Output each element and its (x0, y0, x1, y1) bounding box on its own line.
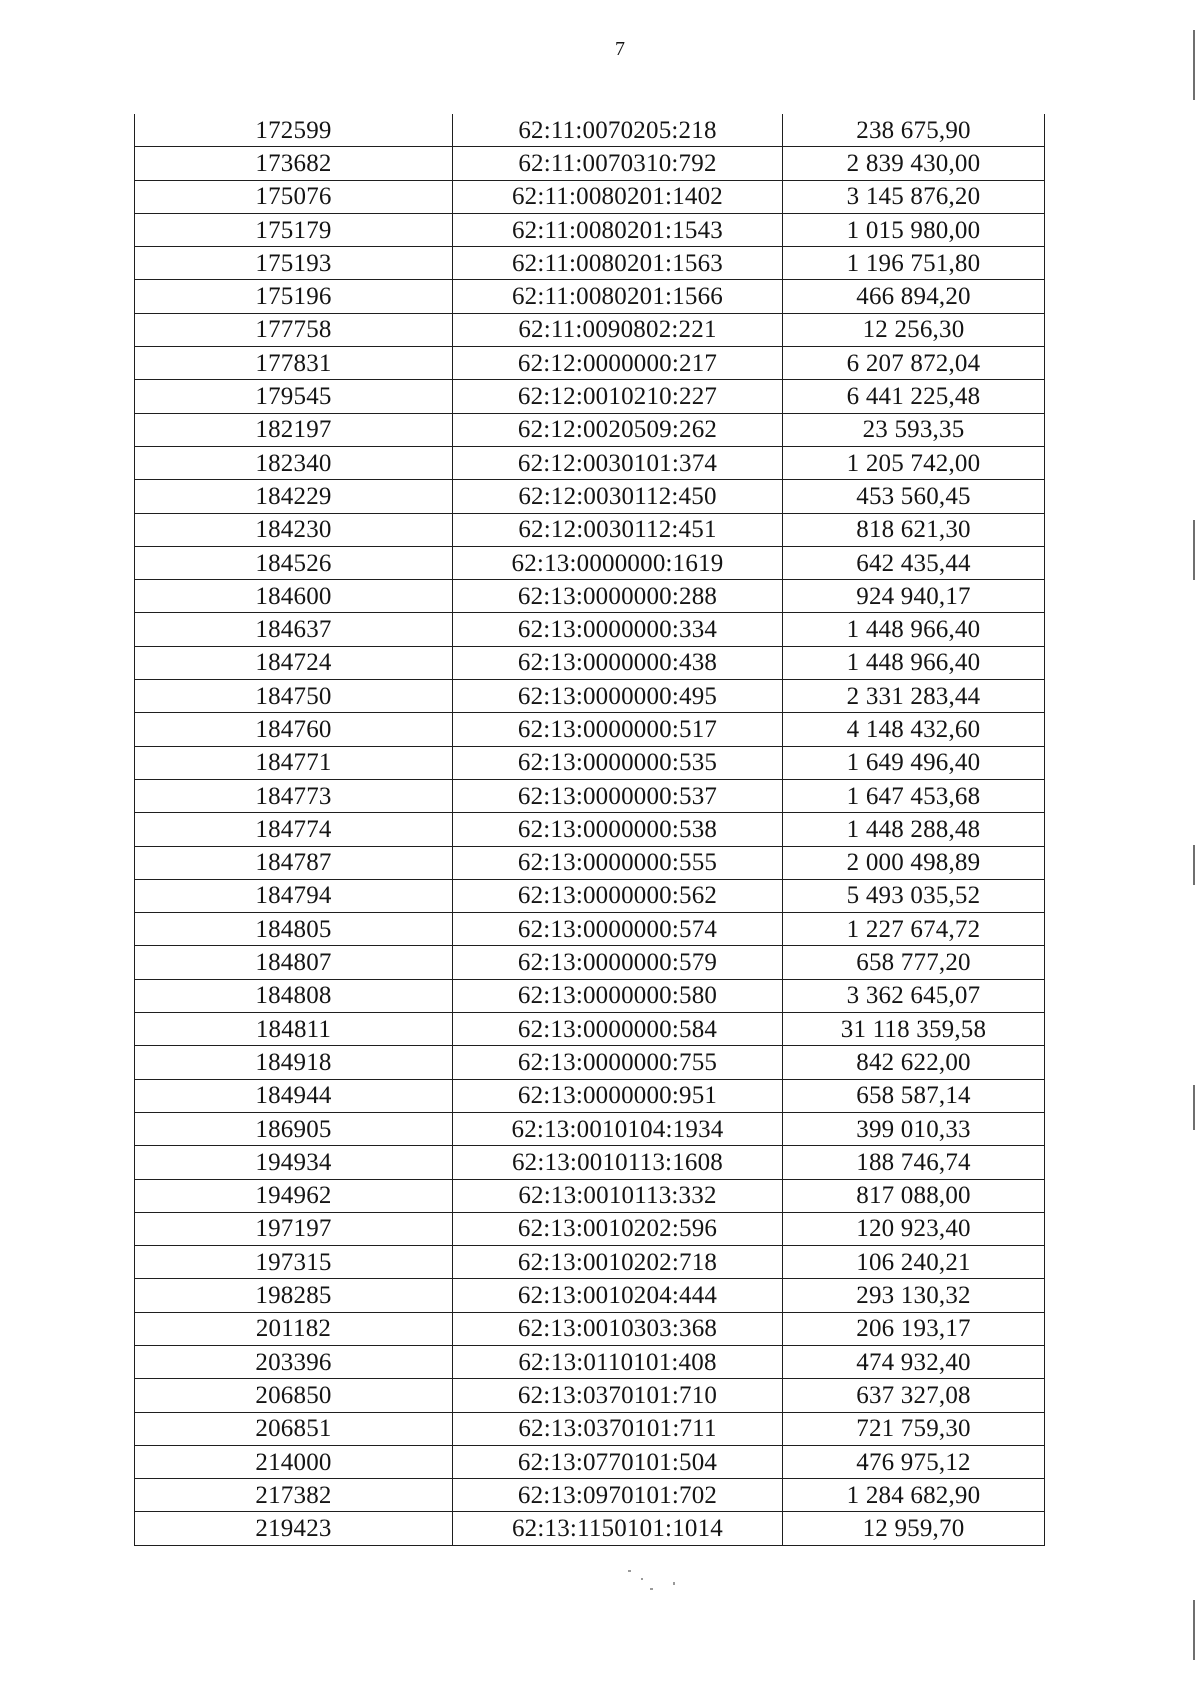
record-id-cell: 182340 (135, 446, 453, 479)
scan-speck (650, 1588, 653, 1590)
record-id-cell: 217382 (135, 1479, 453, 1512)
value-cell: 1 196 751,80 (783, 247, 1045, 280)
value-cell: 3 362 645,07 (783, 979, 1045, 1012)
value-cell: 1 284 682,90 (783, 1479, 1045, 1512)
table-row (135, 513, 1045, 546)
cadastral-number-cell: 62:13:0000000:288 (453, 580, 783, 613)
table-row (135, 879, 1045, 912)
cadastral-number-cell: 62:12:0020509:262 (453, 413, 783, 446)
cadastral-number-cell: 62:12:0030112:450 (453, 480, 783, 513)
table-row (135, 613, 1045, 646)
record-id-cell: 172599 (135, 114, 453, 147)
table-row (135, 1046, 1045, 1079)
record-id-cell: 184811 (135, 1013, 453, 1046)
table-row (135, 779, 1045, 812)
record-id-cell: 184637 (135, 613, 453, 646)
value-cell: 106 240,21 (783, 1246, 1045, 1279)
table-row (135, 746, 1045, 779)
cadastral-number-cell: 62:13:0000000:951 (453, 1079, 783, 1112)
record-id-cell: 179545 (135, 380, 453, 413)
record-id-cell: 194962 (135, 1179, 453, 1212)
cadastral-number-cell: 62:11:0070205:218 (453, 114, 783, 147)
record-id-cell: 184794 (135, 879, 453, 912)
cadastral-number-cell: 62:13:0000000:334 (453, 613, 783, 646)
value-cell: 453 560,45 (783, 480, 1045, 513)
record-id-cell: 203396 (135, 1345, 453, 1378)
value-cell: 817 088,00 (783, 1179, 1045, 1212)
table-row (135, 213, 1045, 246)
table-row (135, 1312, 1045, 1345)
value-cell: 399 010,33 (783, 1112, 1045, 1145)
value-cell: 637 327,08 (783, 1379, 1045, 1412)
table-row (135, 1345, 1045, 1378)
value-cell: 466 894,20 (783, 280, 1045, 313)
record-id-cell: 184787 (135, 846, 453, 879)
table-row (135, 713, 1045, 746)
value-cell: 1 649 496,40 (783, 746, 1045, 779)
record-id-cell: 184918 (135, 1046, 453, 1079)
record-id-cell: 197315 (135, 1246, 453, 1279)
cadastral-number-cell: 62:13:0000000:538 (453, 813, 783, 846)
record-id-cell: 175196 (135, 280, 453, 313)
table-row (135, 313, 1045, 346)
value-cell: 238 675,90 (783, 114, 1045, 147)
value-cell: 642 435,44 (783, 546, 1045, 579)
table-row (135, 1379, 1045, 1412)
record-id-cell: 201182 (135, 1312, 453, 1345)
cadastral-number-cell: 62:13:0010303:368 (453, 1312, 783, 1345)
value-cell: 818 621,30 (783, 513, 1045, 546)
scan-edge-mark (1193, 520, 1195, 580)
value-cell: 3 145 876,20 (783, 180, 1045, 213)
table-row (135, 1179, 1045, 1212)
cadastral-number-cell: 62:13:0970101:702 (453, 1479, 783, 1512)
table-row (135, 580, 1045, 613)
cadastral-number-cell: 62:13:0010113:1608 (453, 1146, 783, 1179)
value-cell: 188 746,74 (783, 1146, 1045, 1179)
value-cell: 6 207 872,04 (783, 347, 1045, 380)
scan-speck (628, 1570, 631, 1572)
value-cell: 1 448 288,48 (783, 813, 1045, 846)
table-body (135, 114, 1045, 1545)
value-cell: 2 839 430,00 (783, 147, 1045, 180)
table-row (135, 480, 1045, 513)
value-cell: 1 015 980,00 (783, 213, 1045, 246)
cadastral-number-cell: 62:13:0000000:755 (453, 1046, 783, 1079)
record-id-cell: 184807 (135, 946, 453, 979)
cadastral-number-cell: 62:11:0080201:1566 (453, 280, 783, 313)
table-row (135, 1079, 1045, 1112)
cadastral-number-cell: 62:12:0030101:374 (453, 446, 783, 479)
scan-edge-mark (1193, 30, 1195, 100)
record-id-cell: 184526 (135, 546, 453, 579)
cadastral-number-cell: 62:13:0010202:718 (453, 1246, 783, 1279)
cadastral-number-cell: 62:13:0770101:504 (453, 1445, 783, 1478)
cadastral-number-cell: 62:12:0000000:217 (453, 347, 783, 380)
cadastral-number-cell: 62:13:0000000:562 (453, 879, 783, 912)
record-id-cell: 173682 (135, 147, 453, 180)
value-cell: 206 193,17 (783, 1312, 1045, 1345)
cadastral-number-cell: 62:13:0370101:711 (453, 1412, 783, 1445)
value-cell: 12 959,70 (783, 1512, 1045, 1545)
value-cell: 5 493 035,52 (783, 879, 1045, 912)
table-row (135, 946, 1045, 979)
value-cell: 120 923,40 (783, 1212, 1045, 1245)
record-id-cell: 175076 (135, 180, 453, 213)
record-id-cell: 186905 (135, 1112, 453, 1145)
record-id-cell: 184771 (135, 746, 453, 779)
cadastral-number-cell: 62:13:0110101:408 (453, 1345, 783, 1378)
cadastral-number-cell: 62:13:0000000:555 (453, 846, 783, 879)
cadastral-number-cell: 62:11:0090802:221 (453, 313, 783, 346)
cadastral-number-cell: 62:13:1150101:1014 (453, 1512, 783, 1545)
record-id-cell: 184229 (135, 480, 453, 513)
value-cell: 23 593,35 (783, 413, 1045, 446)
record-id-cell: 175179 (135, 213, 453, 246)
table-row (135, 846, 1045, 879)
table-row (135, 114, 1045, 147)
cadastral-number-cell: 62:13:0000000:1619 (453, 546, 783, 579)
value-cell: 721 759,30 (783, 1412, 1045, 1445)
value-cell: 1 448 966,40 (783, 613, 1045, 646)
table-row (135, 546, 1045, 579)
cadastral-number-cell: 62:13:0000000:579 (453, 946, 783, 979)
table-row (135, 147, 1045, 180)
value-cell: 12 256,30 (783, 313, 1045, 346)
record-id-cell: 214000 (135, 1445, 453, 1478)
cadastral-number-cell: 62:13:0010204:444 (453, 1279, 783, 1312)
record-id-cell: 184944 (135, 1079, 453, 1112)
record-id-cell: 206851 (135, 1412, 453, 1445)
cadastral-number-cell: 62:13:0370101:710 (453, 1379, 783, 1412)
cadastral-number-cell: 62:13:0000000:584 (453, 1013, 783, 1046)
value-cell: 31 118 359,58 (783, 1013, 1045, 1046)
table-row (135, 413, 1045, 446)
page-number: 7 (615, 38, 625, 60)
table-row (135, 1246, 1045, 1279)
record-id-cell: 182197 (135, 413, 453, 446)
table-row (135, 1445, 1045, 1478)
value-cell: 924 940,17 (783, 580, 1045, 613)
table-row (135, 180, 1045, 213)
value-cell: 476 975,12 (783, 1445, 1045, 1478)
value-cell: 842 622,00 (783, 1046, 1045, 1079)
cadastral-number-cell: 62:11:0080201:1543 (453, 213, 783, 246)
value-cell: 2 331 283,44 (783, 680, 1045, 713)
scan-edge-mark (1193, 1085, 1195, 1130)
table-row (135, 1279, 1045, 1312)
cadastral-number-cell: 62:13:0010113:332 (453, 1179, 783, 1212)
record-id-cell: 184600 (135, 580, 453, 613)
record-id-cell: 184774 (135, 813, 453, 846)
table-row (135, 680, 1045, 713)
cadastral-number-cell: 62:11:0080201:1563 (453, 247, 783, 280)
data-table (134, 114, 1045, 1546)
cadastral-number-cell: 62:12:0030112:451 (453, 513, 783, 546)
record-id-cell: 194934 (135, 1146, 453, 1179)
record-id-cell: 198285 (135, 1279, 453, 1312)
record-id-cell: 184773 (135, 779, 453, 812)
scan-edge-mark (1193, 845, 1195, 885)
record-id-cell: 219423 (135, 1512, 453, 1545)
record-id-cell: 206850 (135, 1379, 453, 1412)
record-id-cell: 184230 (135, 513, 453, 546)
record-id-cell: 184808 (135, 979, 453, 1012)
value-cell: 658 777,20 (783, 946, 1045, 979)
value-cell: 474 932,40 (783, 1345, 1045, 1378)
record-id-cell: 175193 (135, 247, 453, 280)
cadastral-number-cell: 62:13:0000000:438 (453, 646, 783, 679)
table-row (135, 1013, 1045, 1046)
cadastral-number-cell: 62:13:0000000:495 (453, 680, 783, 713)
cadastral-number-cell: 62:12:0010210:227 (453, 380, 783, 413)
record-id-cell: 184750 (135, 680, 453, 713)
table-row (135, 1212, 1045, 1245)
value-cell: 658 587,14 (783, 1079, 1045, 1112)
value-cell: 1 448 966,40 (783, 646, 1045, 679)
table-row (135, 347, 1045, 380)
record-id-cell: 177758 (135, 313, 453, 346)
table-row (135, 380, 1045, 413)
value-cell: 2 000 498,89 (783, 846, 1045, 879)
table-row (135, 813, 1045, 846)
scan-edge-mark (1193, 1600, 1195, 1660)
table-row (135, 247, 1045, 280)
table-row (135, 446, 1045, 479)
table-row (135, 1412, 1045, 1445)
value-cell: 1 647 453,68 (783, 779, 1045, 812)
value-cell: 6 441 225,48 (783, 380, 1045, 413)
cadastral-number-cell: 62:13:0000000:537 (453, 779, 783, 812)
cadastral-number-cell: 62:11:0070310:792 (453, 147, 783, 180)
cadastral-number-cell: 62:13:0010104:1934 (453, 1112, 783, 1145)
table-row (135, 1479, 1045, 1512)
value-cell: 1 227 674,72 (783, 913, 1045, 946)
cadastral-number-cell: 62:13:0010202:596 (453, 1212, 783, 1245)
scan-speck (641, 1578, 643, 1580)
record-id-cell: 197197 (135, 1212, 453, 1245)
cadastral-number-cell: 62:13:0000000:574 (453, 913, 783, 946)
record-id-cell: 184724 (135, 646, 453, 679)
cadastral-number-cell: 62:13:0000000:580 (453, 979, 783, 1012)
table-row (135, 1146, 1045, 1179)
record-id-cell: 177831 (135, 347, 453, 380)
record-id-cell: 184760 (135, 713, 453, 746)
value-cell: 4 148 432,60 (783, 713, 1045, 746)
cadastral-number-cell: 62:11:0080201:1402 (453, 180, 783, 213)
table-row (135, 1112, 1045, 1145)
table-row (135, 280, 1045, 313)
table-row (135, 1512, 1045, 1545)
table-row (135, 646, 1045, 679)
value-cell: 293 130,32 (783, 1279, 1045, 1312)
table-row (135, 979, 1045, 1012)
cadastral-number-cell: 62:13:0000000:517 (453, 713, 783, 746)
cadastral-number-cell: 62:13:0000000:535 (453, 746, 783, 779)
record-id-cell: 184805 (135, 913, 453, 946)
scan-speck (673, 1582, 675, 1585)
value-cell: 1 205 742,00 (783, 446, 1045, 479)
table-row (135, 913, 1045, 946)
